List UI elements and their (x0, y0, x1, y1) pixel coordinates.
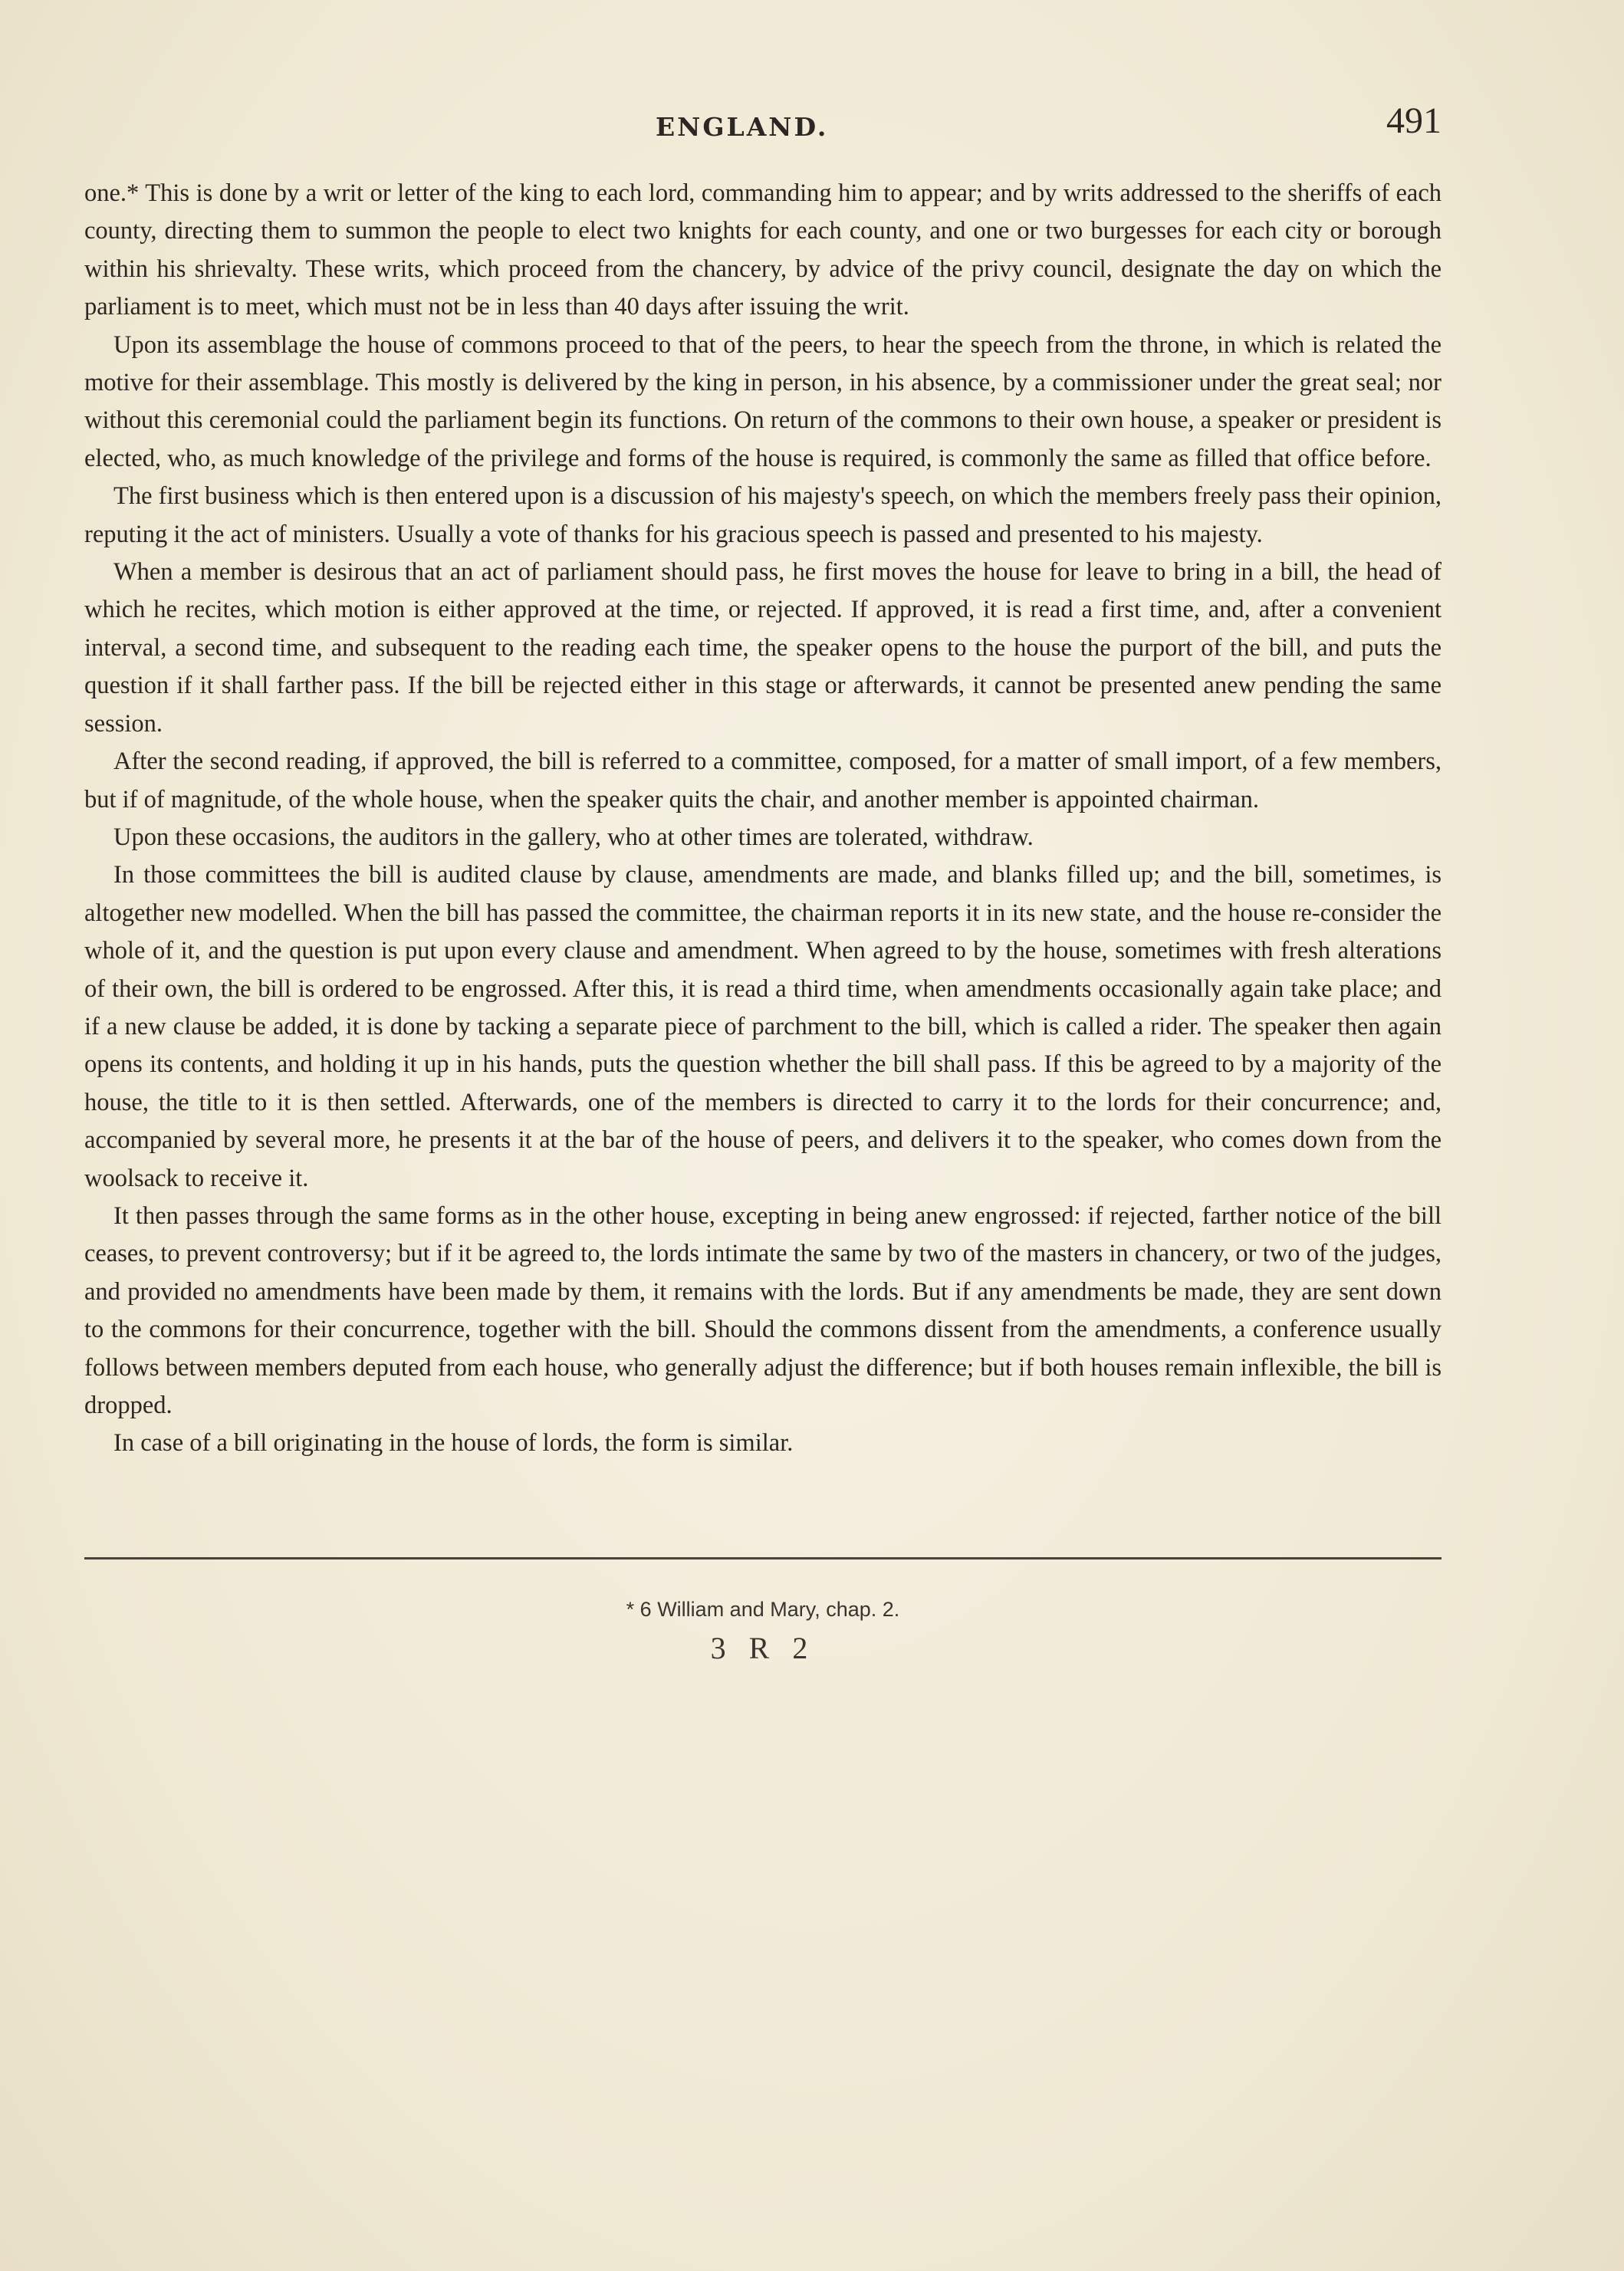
paragraph: After the second reading, if approved, the bill is referred to a committee, composed, for a matter of small import, of a few members, but if of magnitude, of the whole house, when the speaker quits the chair, and another member is appointed chairman. (84, 748, 1442, 813)
page-number: 491 (1386, 100, 1442, 141)
signature-mark: 3 R 2 (710, 1631, 816, 1665)
paragraph: Upon its assemblage the house of commons proceed to that of the peers, to hear the speech from the throne, in which is related the motive for their assemblage. This mostly is delivered by the king in person, in his absence, by a commissioner under the great seal; nor without this ceremonial could the parliament begin its functions. On return of the commons to their own house, a speaker or president is elected, who, as much knowledge of the privilege and forms of the house is required, is commonly the same as filled that office before. (84, 330, 1442, 472)
paragraph: In case of a bill originating in the house of lords, the form is similar. (113, 1429, 794, 1458)
running-head: ENGLAND. (656, 112, 829, 142)
paragraph: The first business which is then entered upon is a discussion of his majesty's speech, on which the members freely pass their opinion, reputing it the act of ministers. Usually a vote of thanks for his gracious speech is passed and presented to his majesty. (84, 482, 1442, 548)
paragraph: It then passes through the same forms as in the other house, excepting in being anew engrossed: if rejected, farther notice of the bill ceases, to prevent controversy; but if it be agreed to, the lords intimate the same by two of the masters in chancery, or two of the judges, and provided no amendments have been made by them, it remains with the lords. But if any amendments be made, they are sent down to the commons for their concurrence, together with the bill. Should the commons dissent from the amendments, a conference usually follows between members deputed from each house, who generally adjust the difference; but if both houses remain inflexible, the bill is dropped. (84, 1201, 1442, 1419)
page-header (84, 100, 1442, 152)
paragraph: one.* This is done by a writ or letter of the king to each lord, commanding him to appear; and by writs addressed to the sheriffs of each county, directing them to summon the people to elect two knights for each county, and one or two burgesses for each city or borough within his shrievalty. These writs, which proceed from the chancery, by advice of the privy council, designate the day on which the parliament is to meet, which must not be in less than 40 days after issuing the writ. (84, 179, 1442, 321)
body-text (84, 175, 1442, 1463)
paragraph: In those committees the bill is audited clause by clause, amendments are made, and blanks filled up; and the bill, sometimes, is altogether new modelled. When the bill has passed the committee, the chairman reports it in its new state, and the house re-consider the whole of it, and the question is put upon every clause and amendment. When agreed to by the house, sometimes with fresh alterations of their own, the bill is ordered to be engrossed. After this, it is read a third time, when amendments occasionally again take place; and if a new clause be added, it is done by tacking a separate piece of parchment to the bill, which is called a rider. The speaker then again opens its contents, and holding it up in his hands, puts the question whether the bill shall pass. If this be agreed to by a majority of the house, the title to it is then settled. Afterwards, one of the members is directed to carry it to the lords for their concurrence; and, accompanied by several more, he presents it at the bar of the house of peers, and delivers it to the speaker, who comes down from the woolsack to receive it. (84, 861, 1442, 1192)
footnote-rule (84, 1557, 1442, 1559)
footnote: * 6 William and Mary, chap. 2. (626, 1598, 900, 1621)
paragraph: When a member is desirous that an act of parliament should pass, he first moves the house for leave to bring in a bill, the head of which he recites, which motion is either approved at the time, or rejected. If approved, it is read a first time, and, after a convenient interval, a second time, and subsequent to the reading each time, the speaker opens to the house the purport of the bill, and puts the question if it shall farther pass. If the bill be rejected either in this stage or afterwards, it cannot be presented anew pending the same session. (84, 558, 1442, 738)
paragraph: Upon these occasions, the auditors in the gallery, who at other times are tolerated, withdraw. (113, 823, 1034, 851)
